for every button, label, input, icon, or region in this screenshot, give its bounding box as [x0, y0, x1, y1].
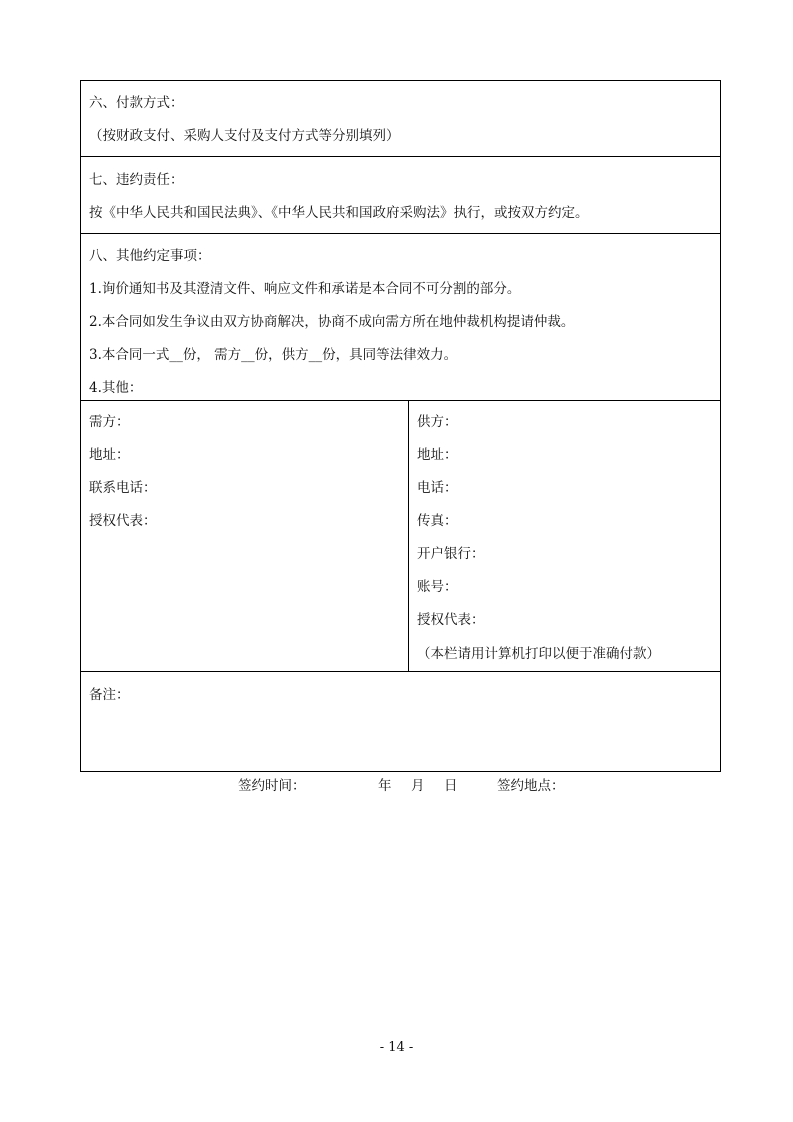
breach-section [80, 156, 721, 234]
supplier-fax: 传真： [417, 513, 458, 529]
signing-line [0, 774, 793, 792]
other-term-item: 2.本合同如发生争议由双方协商解决，协商不成向需方所在地仲裁机构提请仲裁。 [89, 314, 575, 330]
parties-section [80, 400, 721, 672]
other-term-item: 3.本合同一式__份， 需方__份，供方__份，具同等法律效力。 [89, 347, 458, 363]
buyer-title: 需方： [89, 414, 130, 430]
buyer-phone: 联系电话： [89, 480, 157, 496]
supplier-address: 地址： [417, 447, 458, 463]
sign-time-label: 签约时间： [238, 778, 306, 794]
sign-place-label: 签约地点： [497, 778, 565, 794]
payment-heading: 六、付款方式： [89, 95, 184, 111]
other-terms-section [80, 233, 721, 401]
other-term-item: 4.其他： [89, 380, 143, 396]
sign-month: 月 [411, 778, 425, 794]
buyer-representative: 授权代表： [89, 513, 157, 529]
page-number: - 14 - [379, 1040, 414, 1055]
buyer-address: 地址： [89, 447, 130, 463]
supplier-phone: 电话： [417, 480, 458, 496]
remarks-label: 备注： [89, 687, 130, 703]
breach-heading: 七、违约责任： [89, 172, 184, 188]
supplier-bank: 开户银行： [417, 546, 485, 562]
sign-year: 年 [378, 778, 392, 794]
sign-day: 日 [444, 778, 458, 794]
supplier-representative: 授权代表： [417, 612, 485, 628]
remarks-section [80, 671, 721, 772]
payment-section [80, 80, 721, 157]
other-term-item: 1.询价通知书及其澄清文件、响应文件和承诺是本合同不可分割的部分。 [89, 281, 521, 297]
supplier-note: （本栏请用计算机打印以便于准确付款） [417, 646, 660, 662]
other-terms-heading: 八、其他约定事项： [89, 248, 211, 264]
breach-text: 按《中华人民共和国民法典》、《中华人民共和国政府采购法》执行，或按双方约定。 [89, 205, 589, 221]
supplier-account: 账号： [417, 579, 458, 595]
payment-note: （按财政支付、采购人支付及支付方式等分别填列） [89, 128, 400, 144]
column-divider [408, 401, 409, 671]
supplier-title: 供方： [417, 414, 458, 430]
